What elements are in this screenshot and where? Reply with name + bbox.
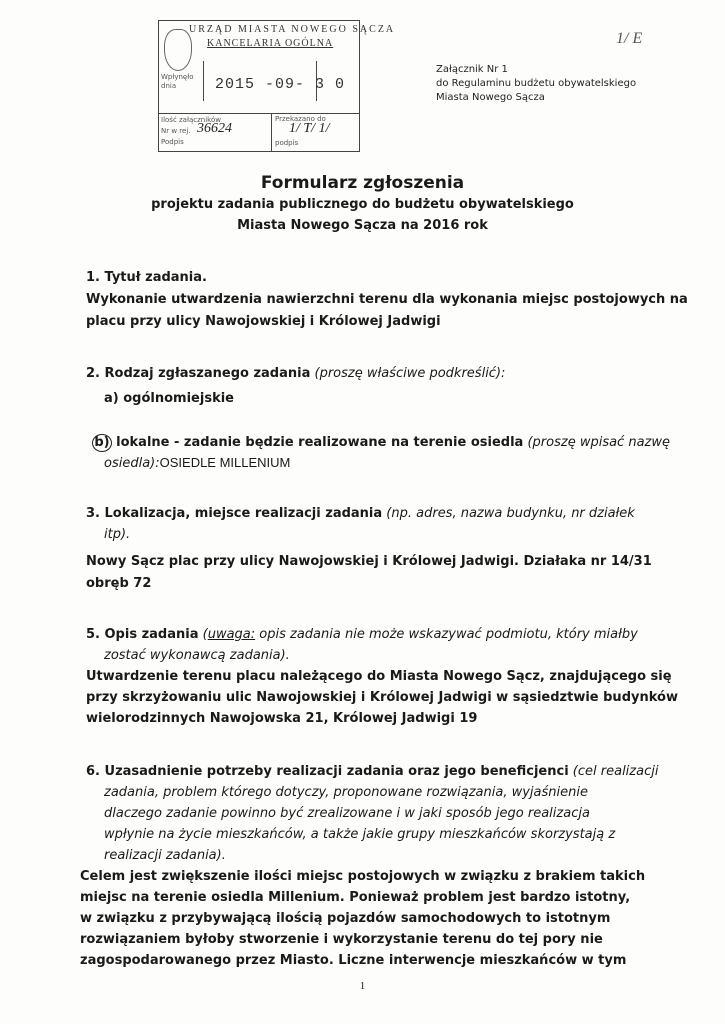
section-3-heading-row [86, 506, 635, 521]
section-6-text-2: miejsc na terenie osiedla Millenium. Ponieważ problem jest bardzo istotny, [80, 890, 631, 905]
option-b-text: lokalne - zadanie będzie realizowane na terenie osiedla [116, 435, 524, 450]
section-3-text-2: obręb 72 [86, 576, 152, 591]
section-5-note-1: opis zadania nie może wskazywać podmiotu, który miałby [259, 627, 638, 642]
option-a: a) ogólnomiejskie [104, 391, 234, 406]
subtitle-line-1: projektu zadania publicznego do budżetu obywatelskiego [151, 197, 574, 212]
section-5-note-2: zostać wykonawcą zadania). [104, 648, 290, 663]
section-3-heading: 3. Lokalizacja, miejsce realizacji zadania [86, 506, 383, 521]
option-b-row [92, 434, 670, 452]
estate-name: OSIEDLE MILLENIUM [159, 455, 291, 470]
subtitle-line-2: Miasta Nowego Sącza na 2016 rok [237, 218, 488, 233]
section-6-note-5: realizacji zadania). [104, 848, 226, 863]
option-b-note-1: (proszę wpisać nazwę [527, 435, 670, 450]
section-6-note-4: wpłynie na życie mieszkańców, a także jakie grupy mieszkańców skorzystają z [104, 827, 616, 842]
stamp-reg-label: Nr w rej. [161, 127, 191, 135]
section-3-text-1: Nowy Sącz plac przy ulicy Nawojowskiej i Królowej Jadwigi. Działaka nr 14/31 [86, 554, 652, 569]
section-1-text-1: Wykonanie utwardzenia nawierzchni terenu dla wykonania miejsc postojowych na [86, 292, 688, 307]
stamp-department: KANCELARIA OGÓLNA [207, 38, 334, 49]
stamp-transfer-label: Przekazano do [275, 115, 326, 123]
stamp-attachments-label: Ilość załączników [161, 116, 221, 124]
section-6-text-4: rozwiązaniem byłoby stworzenie i wykorzystanie terenu do tej pory nie [80, 932, 603, 947]
option-b-note-2: osiedla): [104, 456, 160, 471]
registry-stamp [158, 20, 396, 152]
section-2-heading-row [86, 366, 505, 381]
section-6-note-3: dlaczego zadanie powinno być zrealizowane i w jaki sposób jego realizacja [104, 806, 590, 821]
section-5-text-2: przy skrzyżowaniu ulic Nawojowskiej i Królowej Jadwigi w sąsiedztwie budynków [86, 690, 678, 705]
stamp-signature-label: Podpis [161, 138, 184, 146]
section-6-heading-row [86, 764, 658, 779]
section-6-text-3: w związku z przybywającą ilością pojazdów samochodowych to istotnym [80, 911, 611, 926]
handwritten-transfer: 1/ T/ 1/ [289, 121, 330, 136]
section-1-heading: 1. Tytuł zadania. [86, 270, 207, 285]
option-b-row-2 [104, 455, 290, 471]
stamp-transfer-sign-label: podpis [275, 139, 299, 147]
stamp-date: 2015 -09- 3 0 [215, 76, 346, 93]
attachment-note: Załącznik Nr 1 do Regulaminu budżetu obywatelskiego Miasta Nowego Sącza [436, 64, 637, 103]
section-5-warning: uwaga: [207, 627, 256, 642]
section-6-note-1: (cel realizacji [572, 764, 659, 779]
handwritten-reg-number: 36624 [197, 121, 232, 136]
section-1-text-2: placu przy ulicy Nawojowskiej i Królowej Jadwigi [86, 314, 441, 329]
section-2-heading: 2. Rodzaj zgłaszanego zadania [86, 366, 311, 381]
section-6-text-1: Celem jest zwiększenie ilości miejsc postojowych w związku z brakiem takich [80, 869, 646, 884]
section-6-text-5: zagospodarowanego przez Miasto. Liczne interwencje mieszkańców w tym [80, 953, 627, 968]
section-5-text-1: Utwardzenie terenu placu należącego do Miasta Nowego Sącz, znajdującego się [86, 669, 672, 684]
section-3-note-2: itp). [104, 527, 131, 542]
section-6-note-2: zadania, problem którego dotyczy, proponowane rozwiązania, wyjaśnienie [104, 785, 588, 800]
stamp-received-label: Wpłynęło dnia [161, 73, 194, 90]
option-b-circle-mark: b) [92, 434, 112, 452]
section-6-heading: 6. Uzasadnienie potrzeby realizacji zadania oraz jego beneficjenci [86, 764, 569, 779]
section-3-note-1: (np. adres, nazwa budynku, nr działek [386, 506, 635, 521]
section-5-heading-row: 5. Opis zadania (uwaga: opis zadania nie może wskazywać podmiotu, który miałby [86, 627, 638, 642]
stamp-office: URZĄD MIASTA NOWEGO SĄCZA [189, 24, 396, 35]
page-number: 1 [359, 980, 366, 992]
section-5-heading: 5. Opis zadania [86, 627, 199, 642]
section-2-note: (proszę właściwe podkreślić): [314, 366, 506, 381]
city-emblem-icon [164, 29, 192, 71]
corner-mark: 1/ E [616, 30, 643, 47]
section-5-text-3: wielorodzinnych Nawojowska 21, Królowej Jadwigi 19 [86, 711, 478, 726]
page-title: Formularz zgłoszenia [260, 173, 465, 193]
